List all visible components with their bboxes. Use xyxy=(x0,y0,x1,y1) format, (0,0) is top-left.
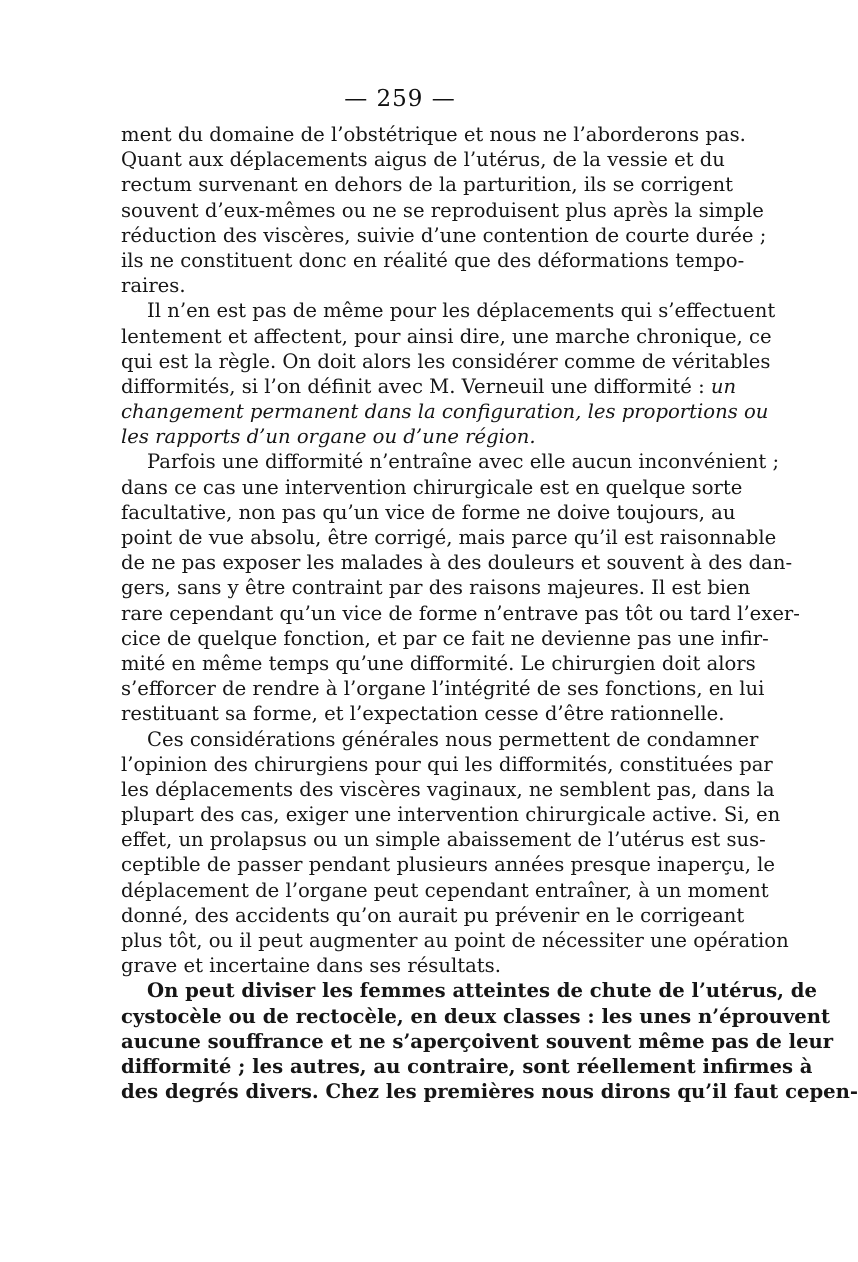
paragraph xyxy=(121,298,776,449)
text-line: effet, un prolapsus ou un simple abaissement de l’utérus est sus- xyxy=(121,828,766,852)
paragraph xyxy=(121,978,858,1104)
text-line: cice de quelque fonction, et par ce fait ne devienne pas une infir- xyxy=(121,626,769,650)
text-line: plupart des cas, exiger une intervention chirurgicale active. Si, en xyxy=(121,803,781,827)
page-number: — 259 — xyxy=(344,86,456,112)
paragraph xyxy=(121,122,767,298)
paragraph xyxy=(121,727,789,979)
text-line: restituant sa forme, et l’expectation cesse d’être rationnelle. xyxy=(121,702,725,726)
text-line: raires. xyxy=(121,274,186,298)
text-line: plus tôt, ou il peut augmenter au point de nécessiter une opération xyxy=(121,929,789,952)
text-line: ils ne constituent donc en réalité que des déformations tempo- xyxy=(121,248,745,272)
text-line: grave et incertaine dans ses résultats. xyxy=(121,954,501,978)
text-line: dans ce cas une intervention chirurgicale est en quelque sorte xyxy=(121,475,743,499)
text-line xyxy=(121,399,769,424)
italic-segment: un xyxy=(710,374,737,398)
body-text xyxy=(121,122,858,1104)
text-line: facultative, non pas qu’un vice de forme ne doive toujours, au xyxy=(121,500,736,524)
text-line: les déplacements des viscères vaginaux, ne semblent pas, dans la xyxy=(121,777,775,801)
text-line: point de vue absolu, être corrigé, mais parce qu’il est raisonnable xyxy=(121,526,777,549)
text-line: Quant aux déplacements aigus de l’utérus, de la vessie et du xyxy=(121,148,725,172)
text-line: qui est la règle. On doit alors les considérer comme de véritables xyxy=(121,349,771,373)
italic-segment: changement permanent dans la configuration, les proportions ou xyxy=(121,400,769,424)
text-line: cystocèle ou de rectocèle, en deux classes : les unes n’éprouvent xyxy=(121,1004,831,1028)
text-line: Il n’en est pas de même pour les déplacements qui s’effectuent xyxy=(147,299,776,323)
paragraph xyxy=(121,449,800,726)
text-line: l’opinion des chirurgiens pour qui les difformités, constituées par xyxy=(121,752,773,776)
text-line: de ne pas exposer les malades à des douleurs et souvent à des dan- xyxy=(121,551,793,575)
text-line: mité en même temps qu’une difformité. Le chirurgien doit alors xyxy=(121,651,756,675)
text-line: ceptible de passer pendant plusieurs années presque inaperçu, le xyxy=(121,853,776,877)
text-line: lentement et affectent, pour ainsi dire, une marche chronique, ce xyxy=(121,324,772,348)
text-segment: difformités, si l’on définit avec M. Verneuil une difformité : xyxy=(121,374,711,398)
text-line: donné, des accidents qu’on aurait pu prévenir en le corrigeant xyxy=(121,903,745,927)
text-line: Parfois une difformité n’entraîne avec elle aucun inconvénient ; xyxy=(147,450,780,474)
text-line: On peut diviser les femmes atteintes de chute de l’utérus, de xyxy=(147,979,817,1003)
text-line xyxy=(121,424,677,449)
text-line: souvent d’eux-mêmes ou ne se reproduisent plus après la simple xyxy=(121,198,764,222)
text-line: rare cependant qu’un vice de forme n’entrave pas tôt ou tard l’exer- xyxy=(121,601,800,625)
text-line: s’efforcer de rendre à l’organe l’intégrité de ses fonctions, en lui xyxy=(121,677,765,701)
text-line: rectum survenant en dehors de la parturition, ils se corrigent xyxy=(121,173,733,197)
italic-segment: les rapports d’un organe ou d’une région. xyxy=(121,425,536,449)
text-line: ment du domaine de l’obstétrique et nous ne l’aborderons pas. xyxy=(121,123,746,146)
text-line: réduction des viscères, suivie d’une contention de courte durée ; xyxy=(121,223,767,247)
text-line: difformité ; les autres, au contraire, sont réellement infirmes à xyxy=(121,1054,813,1078)
text-line: gers, sans y être contraint par des raisons majeures. Il est bien xyxy=(121,576,751,600)
text-line: des degrés divers. Chez les premières nous dirons qu’il faut cepen- xyxy=(121,1080,858,1104)
text-line: aucune souffrance et ne s’aperçoivent souvent même pas de leur xyxy=(121,1029,834,1053)
text-line xyxy=(121,374,737,399)
text-line: déplacement de l’organe peut cependant entraîner, à un moment xyxy=(121,878,769,902)
text-line: Ces considérations générales nous permettent de condamner xyxy=(147,727,759,751)
